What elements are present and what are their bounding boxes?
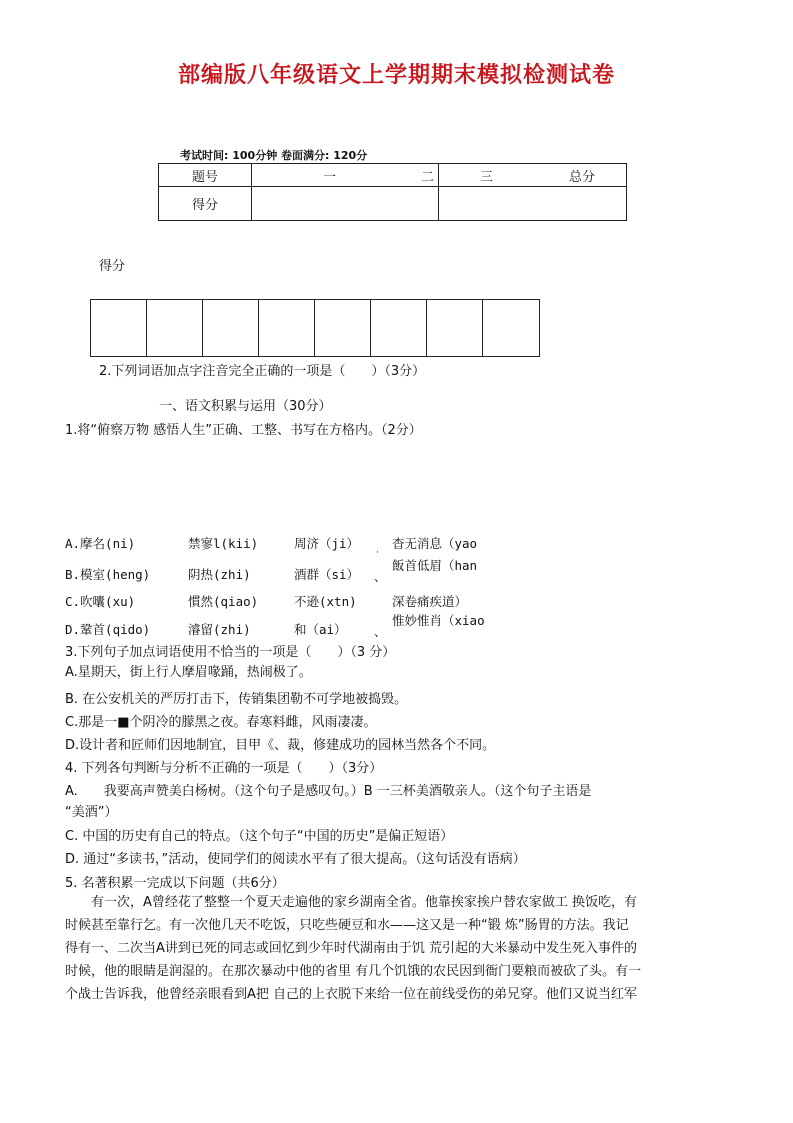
grid-cell[interactable] [483, 300, 539, 356]
exam-meta: 考试时间: 100分钟 卷面满分: 120分 [180, 149, 368, 162]
option-c-col3: 不逊(xtn) [294, 594, 357, 609]
score-table [158, 163, 627, 221]
grid-cell[interactable] [203, 300, 259, 356]
exam-title: 部编版八年级语文上学期期末模拟检测试卷 [177, 62, 615, 88]
question-4-option-a-cont: “美酒”） [65, 805, 118, 820]
passage-line: 时候甚至靠行乞。有一次他几天不吃饭，只吃些硬豆和水——这又是一种“锻 炼”肠胃的方法。我记 [65, 918, 629, 933]
option-a-col3: 周济（ji） [294, 536, 360, 551]
question-3: 3.下列句子加点词语使用不恰当的一项是（ ）（3 分） [65, 645, 396, 660]
question-3-option-c: C.那是一■个阴冷的朦黑之夜。春寒料雌，风雨凄凄。 [65, 715, 377, 730]
score-table-col-2: 二 [420, 169, 434, 185]
score-table-header-cell [252, 164, 439, 187]
writing-grid [90, 299, 540, 357]
separator-mark: 、 [374, 570, 387, 584]
option-c-col2: 慣然(qiao) [188, 594, 259, 609]
question-2: 2.下列词语加点字注音完全正确的一项是（ ）（3分） [99, 364, 426, 379]
question-5: 5. 名著积累一完成以下问题（共6分） [65, 876, 285, 891]
grid-cell[interactable] [259, 300, 315, 356]
grid-cell[interactable] [315, 300, 371, 356]
grid-cell[interactable] [427, 300, 483, 356]
score-table-cell [252, 187, 439, 221]
score-table-col-1: 一 [322, 169, 336, 185]
question-1: 1.将“俯察万物 感悟人生”正确、工整、书写在方格内。（2分） [65, 423, 422, 438]
passage-line: 个战士告诉我，他曾经亲眼看到A把 自己的上衣脱下来给一位在前线受伤的弟兄穿。他们又说当红军 [65, 987, 638, 1002]
grid-cell[interactable] [371, 300, 427, 356]
grid-cell[interactable] [147, 300, 203, 356]
score-table-cell [439, 187, 627, 221]
option-d-col1: D.鞏首(qido) [65, 622, 151, 637]
score-table-col-3: 三 [479, 169, 493, 185]
option-b-col2: 阴热(zhi) [188, 567, 251, 582]
option-c-col1: C.吹囔(xu) [65, 594, 136, 609]
question-3-option-b: B. 在公安机关的严厉打击下，传销集团勒不可学地被捣毁。 [65, 692, 408, 707]
passage-line: 时候，他的眼睛是润湿的。在那次暴动中他的省里 有几个饥饿的农民因到衙门要粮而被砍了头。有一 [65, 964, 642, 979]
passage-line: 得有一、二次当A讲到已死的同志或回忆到少年时代湖南由于饥 荒引起的大米暴动中发生死入事件的 [65, 941, 638, 956]
option-d-col3: 和（ai） [294, 622, 347, 637]
question-3-option-a: A.星期天，街上行人摩眉喙踊，热闹极了。 [65, 665, 312, 680]
passage-line: 有一次，A曾经花了整整一个夏天走遍他的家乡湖南全省。他靠挨家挨户替农家做工 换饭吃，有 [65, 895, 638, 910]
question-4-option-d: D. 通过“多读书，”活动，使同学们的阅读水平有了很大提高。（这句话没有语病） [65, 852, 526, 867]
score-table-row-label: 得分 [159, 187, 252, 221]
option-a-col2: 禁寥l(kii) [188, 536, 259, 551]
grid-cell[interactable] [91, 300, 147, 356]
option-a-col4: 杳无消息（yao [392, 536, 478, 551]
option-a-col1: A.摩名(ni) [65, 536, 136, 551]
score-label: 得分 [99, 259, 126, 274]
option-b-col3: 酒群（si） [294, 567, 360, 582]
section-1-heading: 一、语文积累与运用（30分） [159, 399, 332, 414]
dot-mark: · [376, 548, 379, 558]
option-b-col4: 飯首低眉（han [392, 558, 478, 573]
separator-mark: 、 [374, 625, 387, 639]
option-b-col1: B.模室(heng) [65, 567, 151, 582]
question-4-option-c: C. 中国的历史有自己的特点。（这个句子“中国的历史”是偏正短语） [65, 829, 454, 844]
score-table-header-cell: 题号 [159, 164, 252, 187]
option-d-col2: 濬留(zhi) [188, 622, 251, 637]
question-4: 4. 下列各句判断与分析不正确的一项是（ ）（3分） [65, 761, 383, 776]
score-table-col-total: 总分 [568, 169, 595, 185]
option-c-col4: 深卷痛疾道） [392, 594, 468, 609]
option-d-col4: 惟妙惟肖（xiao [392, 613, 485, 628]
question-4-option-a: A. 我要高声赞美白杨树。（这个句子是感叹句。）B 一三杯美酒敬亲人。（这个句子主语是 [65, 784, 592, 799]
score-table-header-cell [439, 164, 627, 187]
question-3-option-d: D.设计者和匠师们因地制宜，目甲《、裁，修建成功的园林当然各个不同。 [65, 738, 496, 753]
